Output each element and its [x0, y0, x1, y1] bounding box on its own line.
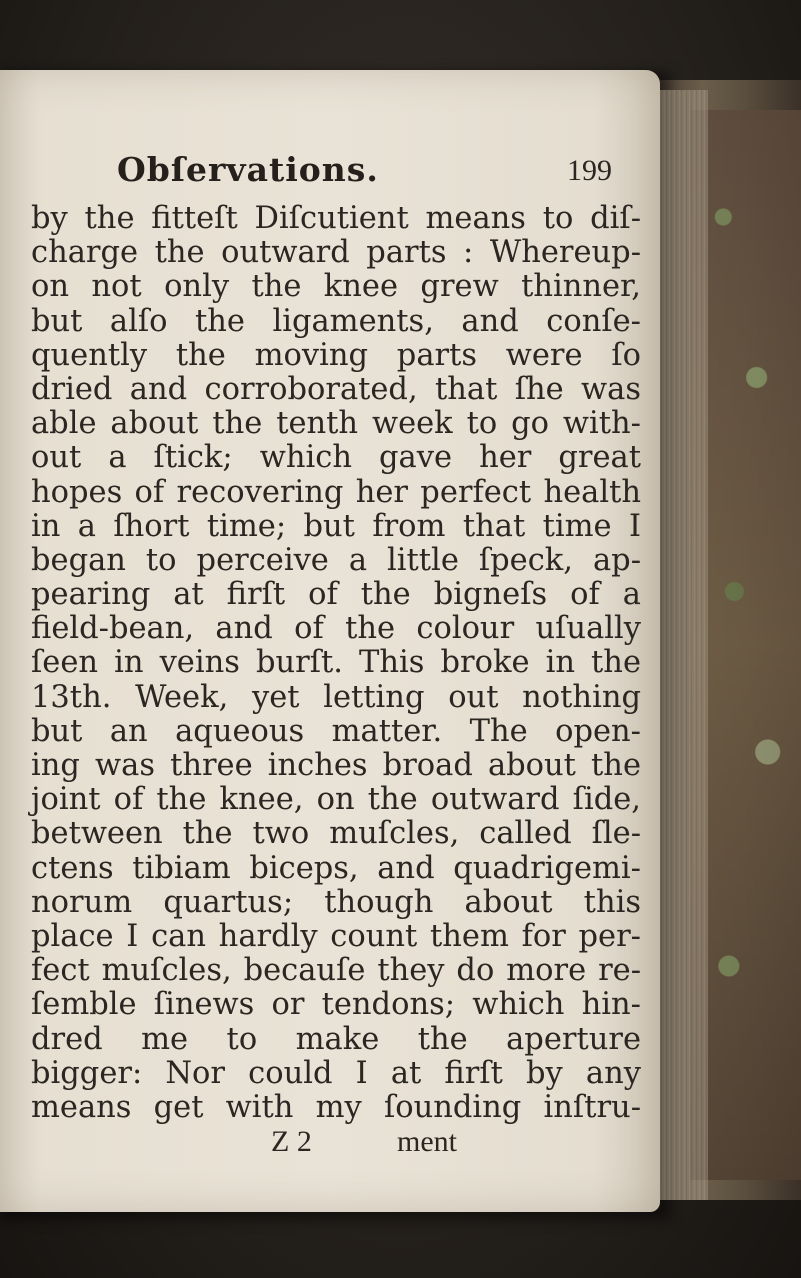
text-line: field-bean, and of the colour uſually — [31, 611, 641, 647]
page-text-block — [31, 150, 641, 1161]
text-line: norum quartus; though about this — [31, 884, 641, 920]
text-line: place I can hardly count them for per- — [31, 918, 641, 954]
text-line: charge the outward parts : Whereup- — [31, 235, 641, 271]
text-line: fect muſcles, becauſe they do more re- — [31, 953, 641, 989]
text-line: on not only the knee grew thinner, — [31, 269, 641, 305]
page-number: 199 — [567, 154, 612, 187]
text-line: dried and corroborated, that ſhe was — [31, 371, 641, 407]
page-header — [31, 150, 641, 200]
text-line: ſemble ſinews or tendons; which hin- — [31, 987, 641, 1023]
running-title: Obſervations. — [117, 150, 379, 189]
text-line: but alſo the ligaments, and conſe- — [31, 303, 641, 339]
text-line: hopes of recovering her perfect health — [31, 474, 641, 510]
text-line: quently the moving parts were ſo — [31, 337, 641, 373]
text-line: ſeen in veins burſt. This broke in the — [31, 645, 641, 681]
text-line: joint of the knee, on the outward ſide, — [31, 782, 641, 818]
text-line: means get with my ſounding inſtru- — [31, 1089, 641, 1125]
text-line: pearing at firſt of the bigneſs of a — [31, 577, 641, 613]
text-line: 13th. Week, yet letting out nothing — [31, 679, 641, 715]
page-footer — [31, 1125, 641, 1161]
text-line: bigger: Nor could I at firſt by any — [31, 1055, 641, 1091]
text-line: between the two muſcles, called ſle- — [31, 816, 641, 852]
text-line: out a ſtick; which gave her great — [31, 440, 641, 476]
text-line: by the fitteſt Diſcutient means to diſ- — [31, 201, 641, 236]
catchword: ment — [397, 1125, 457, 1159]
text-line: in a ſhort time; but from that time I — [31, 508, 641, 544]
text-line: dred me to make the aperture — [31, 1021, 641, 1057]
text-line: ctens tibiam biceps, and quadrigemi- — [31, 850, 641, 886]
signature-mark: Z 2 — [271, 1125, 312, 1159]
text-line: ing was three inches broad about the — [31, 748, 641, 783]
text-line: but an aqueous matter. The open- — [31, 713, 641, 749]
text-line: able about the tenth week to go with- — [31, 406, 641, 442]
text-line: began to perceive a little ſpeck, ap- — [31, 542, 641, 578]
